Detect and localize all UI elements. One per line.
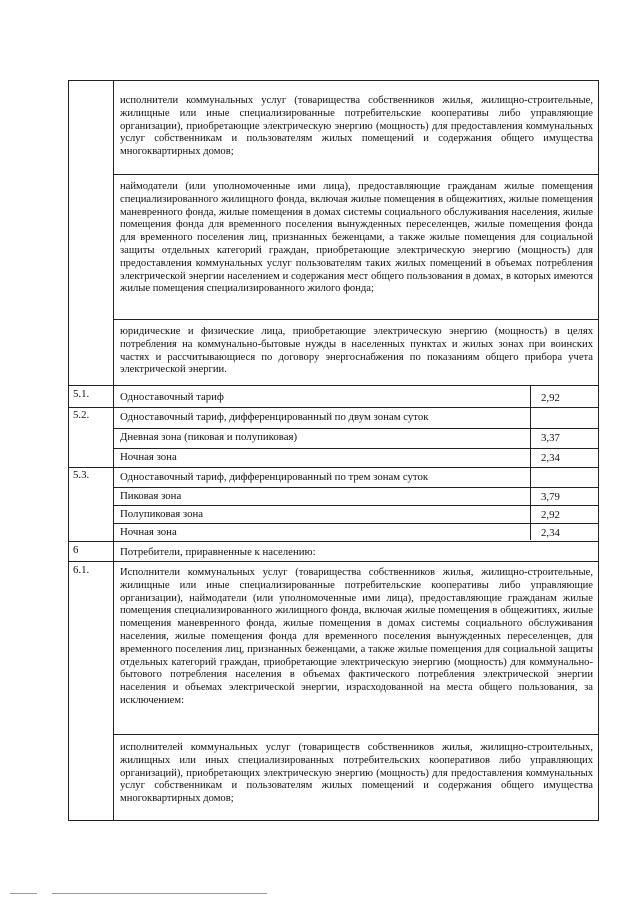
paragraph-block-4: исполнителей коммунальных услуг (товариществ собственников жилья, жилищно-строительных, жилищных или иных специализированных потребительских кооперативов либо управляющих организаций), приобретающих электрическую энергию (мощность) для предоставления коммунальных услуг собственникам и пользователям жилых помещений и содержания общего имущества многоквартирных домов; <box>120 742 593 805</box>
tariff-value: 2,34 <box>541 452 560 464</box>
tariff-label: Одноставочный тариф, дифференцированный по двум зонам суток <box>120 411 429 423</box>
tariff-label: Одноставочный тариф <box>120 391 224 403</box>
row-divider <box>113 319 599 320</box>
tariff-value: 3,79 <box>541 491 560 503</box>
tariff-label: Ночная зона <box>120 451 177 463</box>
tariff-value: 2,92 <box>541 392 560 404</box>
column-divider <box>113 80 114 821</box>
paragraph-block-3: юридические и физические лица, приобретающие электрическую энергию (мощность) в целях потребления на коммунально-бытовые нужды в населенных пунктах и жилых зонах при воинских частях и рассчитывающиеся по договору энергоснабжения по показаниям общего прибора учета электрической энергии. <box>120 326 593 376</box>
row-number: 5.2. <box>73 409 90 421</box>
row-divider <box>113 734 599 735</box>
row-divider <box>68 385 599 386</box>
scan-rule <box>52 893 267 894</box>
row-divider <box>68 467 599 468</box>
paragraph-block-6-1: Исполнители коммунальных услуг (товарищества собственников жилья, жилищно-строительные, жилищные или иные специализированные потребительские кооперативы либо управляющие организации), наймодатели (или уполномоченные ими лица), предоставляющие гражданам жилые помещения специализированного жилищного фонда, включая жилые помещения в общежитиях, жилые помещения маневренного фонда, жилые помещения в домах системы социального обслуживания населения, жилые помещения фонда для временного поселения вынужденных переселенцев, для временного поселения лиц, признанных беженцами, а также жилые помещения для социальной защиты отдельных категорий граждан, приобретающие электрическую энергию (мощность) для коммунально-бытового потребления населения в объемах фактического потребления электрической энергии населения и объемах электрической энергии, израсходованной на места общего пользования, за исключением: <box>120 567 593 706</box>
tariff-value: 2,34 <box>541 527 560 539</box>
row-number: 6 <box>73 544 79 556</box>
row-divider <box>113 448 599 449</box>
row-divider <box>113 487 599 488</box>
tariff-label: Одноставочный тариф, дифференцированный по трем зонам суток <box>120 471 429 483</box>
tariff-value: 2,92 <box>541 509 560 521</box>
tariff-label: Полупиковая зона <box>120 508 204 520</box>
section-heading: Потребители, приравненные к населению: <box>120 546 316 558</box>
tariff-label: Дневная зона (пиковая и полупиковая) <box>120 431 298 443</box>
tariff-label: Ночная зона <box>120 526 177 538</box>
row-divider <box>68 561 599 562</box>
row-divider <box>68 541 599 542</box>
row-number: 5.3. <box>73 469 90 481</box>
row-divider <box>113 174 599 175</box>
row-divider <box>68 407 599 408</box>
row-number: 6.1. <box>73 564 90 576</box>
tariff-value: 3,37 <box>541 432 560 444</box>
row-number: 5.1. <box>73 388 90 400</box>
paragraph-block-2: наймодатели (или уполномоченные ими лица), предоставляющие гражданам жилые помещения специализированного жилищного фонда, включая жилые помещения в общежитиях, жилые помещения маневренного фонда, жилые помещения в домах системы социального обслуживания населения, жилые помещения фонда для временного поселения вынужденных переселенцев, жилые помещения фонда для временного поселения лиц, признанных беженцами, а также жилые помещения для социальной защиты отдельных категорий граждан, приобретающие электрическую энергию (мощность) для предоставления коммунальных услуг пользователям таких жилых помещений в объемах потребления электрической энергии населением и содержания мест общего пользования в домах, в которых имеются жилые помещения специализированного жилого фонда; <box>120 181 593 295</box>
tariff-label: Пиковая зона <box>120 490 182 502</box>
row-divider <box>113 428 599 429</box>
row-divider <box>113 505 599 506</box>
row-divider <box>113 523 599 524</box>
paragraph-block-1: исполнители коммунальных услуг (товарищества собственников жилья, жилищно-строительные, жилищные или иные специализированные потребительские кооперативы либо управляющие организации), приобретающие электрическую энергию (мощность) для предоставления коммунальных услуг собственникам и пользователям жилых помещений и содержания общего имущества многоквартирных домов; <box>120 95 593 158</box>
scan-rule <box>10 893 37 894</box>
